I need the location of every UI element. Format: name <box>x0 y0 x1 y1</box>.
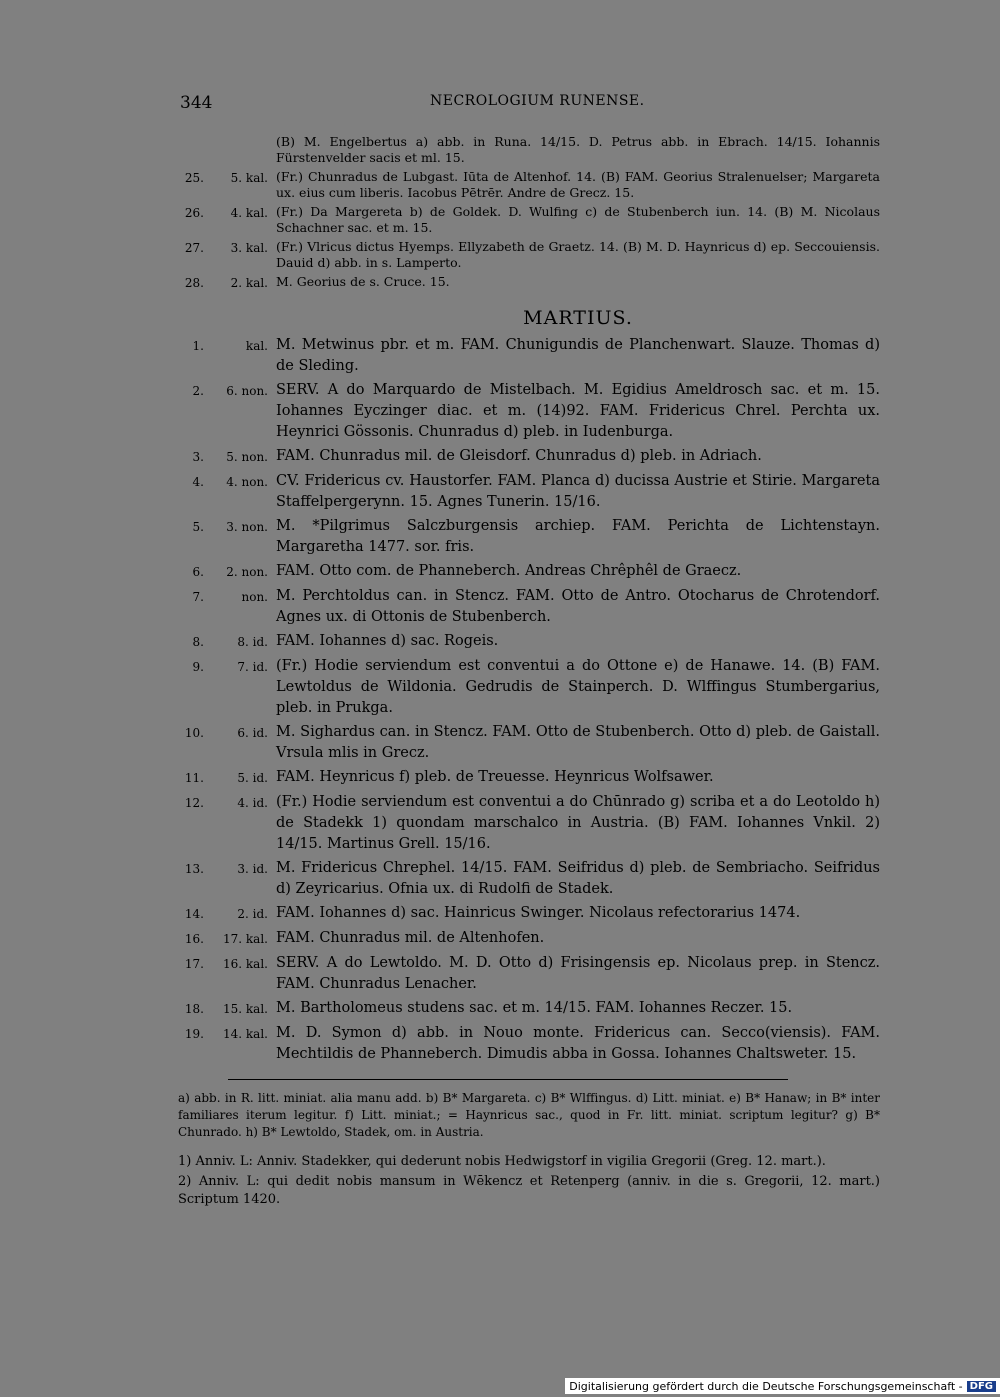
section-title: MARTIUS. <box>523 307 633 329</box>
entry-text: FAM. Iohannes d) sac. Hainricus Swinger. Nicolaus refectorarius 1474. <box>276 905 801 921</box>
entry-text: M. Metwinus pbr. et m. FAM. Chunigundis de Planchenwart. Slauze. Thomas d) de Sleding. <box>276 337 880 374</box>
entry-text: FAM. Chunradus mil. de Gleisdorf. Chunradus d) pleb. in Adriach. <box>276 448 762 464</box>
entry-date: 5. kal. <box>230 171 268 185</box>
entry-date: 8. id. <box>237 635 268 649</box>
entry-text: FAM. Heynricus f) pleb. de Treuesse. Heynricus Wolfsawer. <box>276 769 714 785</box>
entry-number: 9. <box>192 660 204 674</box>
entry-date: kal. <box>245 339 268 353</box>
february-entries <box>178 134 880 291</box>
entry-number: 8. <box>192 635 204 649</box>
entry-date: 7. id. <box>237 660 268 674</box>
entry-text: (Fr.) Hodie serviendum est conventui a do Ottone e) de Hanawe. 14. (B) FAM. Lewtoldus de Wildonia. Gedrudis de Stainperch. D. Wlffingus Stumbergarius, pleb. in Prukga. <box>276 658 880 716</box>
entry-number: 7. <box>192 590 204 604</box>
entry-number: 18. <box>184 1002 204 1016</box>
entry-text: M. Sighardus can. in Stencz. FAM. Otto de Stubenberch. Otto d) pleb. de Gaistall. Vrsula mlis in Grecz. <box>276 724 880 761</box>
page-header <box>180 93 880 113</box>
entry-text: M. *Pilgrimus Salczburgensis archiep. FAM. Perichta de Lichtenstayn. Margaretha 1477. sor. fris. <box>276 518 880 555</box>
entry-number: 12. <box>184 796 204 810</box>
entry-date: 4. non. <box>226 475 268 489</box>
entry-text: SERV. A do Lewtoldo. M. D. Otto d) Frisingensis ep. Nicolaus prep. in Stencz. FAM. Chunradus Lenacher. <box>276 955 880 992</box>
entry-number: 14. <box>184 907 204 921</box>
entry-date: 2. id. <box>237 907 268 921</box>
entry-number <box>178 134 204 166</box>
entry-text: FAM. Otto com. de Phanneberch. Andreas Chrêphêl de Graecz. <box>276 563 742 579</box>
footnotes-letters: a) abb. in R. litt. miniat. alia manu add. b) B* Margareta. c) B* Wlffingus. d) Litt. miniat. e) B* Hanaw; in B* inter familiares iterum legitur. f) Litt. miniat.; = Haynricus sac., quod in Fr. litt. miniat. scriptum legitur? g) B* Chunrado. h) B* Lewtoldo, Stadek, om. in Austria. <box>178 1091 880 1139</box>
footnote-divider <box>228 1079 788 1080</box>
entry-text: (Fr.) Vlricus dictus Hyemps. Ellyzabeth de Graetz. 14. (B) M. D. Haynricus d) ep. Seccouiensis. Dauid d) abb. in s. Lamperto. <box>276 239 880 270</box>
entry-date: 2. non. <box>226 565 268 579</box>
entry-row <box>178 471 880 513</box>
footer-text: Digitalisierung gefördert durch die Deutsche Forschungsgemeinschaft - <box>569 1379 963 1393</box>
entry-date: 14. kal. <box>223 1027 268 1041</box>
dfg-logo: DFG <box>967 1381 996 1392</box>
entry-date: 17. kal. <box>223 932 268 946</box>
entry-text: (Fr.) Da Margereta b) de Goldek. D. Wulfing c) de Stubenberch iun. 14. (B) M. Nicolaus Schachner sac. et m. 15. <box>276 204 880 235</box>
entry-row <box>178 204 880 236</box>
entry-date: 5. non. <box>226 450 268 464</box>
entry-text: (Fr.) Chunradus de Lubgast. Iūta de Altenhof. 14. (B) FAM. Georius Stralenuelser; Margareta ux. eius cum liberis. Iacobus Pētrēr. Andre de Grecz. 15. <box>276 169 880 200</box>
entry-number: 3. <box>192 450 204 464</box>
entry-date <box>204 134 276 166</box>
entry-date: 3. non. <box>226 520 268 534</box>
entry-row <box>178 274 880 291</box>
entry-row <box>178 516 880 558</box>
entry-row <box>178 561 880 583</box>
entry-row <box>178 767 880 789</box>
entry-row <box>178 169 880 201</box>
entry-row <box>178 134 880 166</box>
entry-date: 15. kal. <box>223 1002 268 1016</box>
entry-text: M. Georius de s. Cruce. 15. <box>276 274 450 289</box>
entry-date: 2. kal. <box>230 276 268 290</box>
entry-date: 5. id. <box>237 771 268 785</box>
entry-date: 6. non. <box>226 384 268 398</box>
entry-row <box>178 858 880 900</box>
entry-text: SERV. A do Marquardo de Mistelbach. M. Egidius Ameldrosch sac. et m. 15. Iohannes Eyczinger diac. et m. (14)92. FAM. Fridericus Chrel. Perchta ux. Heynrici Gössonis. Chunradus d) pleb. in Iudenburga. <box>276 382 880 440</box>
entry-number: 27. <box>184 241 204 255</box>
entry-row <box>178 928 880 950</box>
entry-row <box>178 792 880 855</box>
entry-date: 3. id. <box>237 862 268 876</box>
entry-text: CV. Fridericus cv. Haustorfer. FAM. Planca d) ducissa Austrie et Stirie. Margareta Staffelpergerynn. 15. Agnes Tunerin. 15/16. <box>276 473 880 510</box>
entry-date: 4. id. <box>237 796 268 810</box>
entry-row <box>178 380 880 443</box>
entry-number: 5. <box>192 520 204 534</box>
page-number: 344 <box>180 93 213 113</box>
entry-text: FAM. Iohannes d) sac. Rogeis. <box>276 633 499 649</box>
entry-number: 19. <box>184 1027 204 1041</box>
entry-number: 16. <box>184 932 204 946</box>
entry-row <box>178 953 880 995</box>
running-title: NECROLOGIUM RUNENSE. <box>430 93 645 109</box>
entry-number: 1. <box>192 339 204 353</box>
entry-number: 6. <box>192 565 204 579</box>
entry-row <box>178 586 880 628</box>
entry-date: 6. id. <box>237 726 268 740</box>
entry-text: (B) M. Engelbertus a) abb. in Runa. 14/15. D. Petrus abb. in Ebrach. 14/15. Iohannis Fürstenvelder sacis et ml. 15. <box>276 134 880 165</box>
entry-row <box>178 998 880 1020</box>
entry-row <box>178 631 880 653</box>
entry-text: FAM. Chunradus mil. de Altenhofen. <box>276 930 545 946</box>
document-body <box>178 134 880 1209</box>
footnote-1: 1) Anniv. L: Anniv. Stadekker, qui dederunt nobis Hedwigstorf in vigilia Gregorii (Greg. 12. mart.). <box>178 1154 826 1169</box>
martius-entries <box>178 335 880 1065</box>
entry-date: non. <box>241 590 268 604</box>
entry-date: 4. kal. <box>230 206 268 220</box>
entry-number: 28. <box>184 276 204 290</box>
entry-number: 26. <box>184 206 204 220</box>
entry-row <box>178 239 880 271</box>
entry-row <box>178 903 880 925</box>
entry-text: M. D. Symon d) abb. in Nouo monte. Fridericus can. Secco(viensis). FAM. Mechtildis de Phanneberch. Dimudis abba in Gossa. Iohannes Chaltsweter. 15. <box>276 1025 880 1062</box>
entry-number: 11. <box>184 771 204 785</box>
entry-date: 16. kal. <box>223 957 268 971</box>
entry-number: 4. <box>192 475 204 489</box>
entry-number: 2. <box>192 384 204 398</box>
footnote-2: 2) Anniv. L: qui dedit nobis mansum in Wēkencz et Retenperg (anniv. in die s. Gregorii, 12. mart.) Scriptum 1420. <box>178 1174 880 1207</box>
entry-row <box>178 722 880 764</box>
entry-text: M. Fridericus Chrephel. 14/15. FAM. Seifridus d) pleb. de Sembriacho. Seifridus d) Zeyricarius. Ofnia ux. di Rudolfi de Stadek. <box>276 860 880 897</box>
entry-row <box>178 446 880 468</box>
entry-date: 3. kal. <box>230 241 268 255</box>
entry-text: M. Perchtoldus can. in Stencz. FAM. Otto de Antro. Otocharus de Chrotendorf. Agnes ux. di Ottonis de Stubenberch. <box>276 588 880 625</box>
entry-row <box>178 335 880 377</box>
entry-row <box>178 1023 880 1065</box>
dfg-footer <box>565 1378 1000 1394</box>
entry-number: 10. <box>184 726 204 740</box>
entry-number: 13. <box>184 862 204 876</box>
entry-text: (Fr.) Hodie serviendum est conventui a do Chūnrado g) scriba et a do Leotoldo h) de Stadekk 1) quondam marschalco in Austria. (B) FAM. Iohannes Vnkil. 2) 14/15. Martinus Grell. 15/16. <box>276 794 880 852</box>
entry-number: 25. <box>184 171 204 185</box>
entry-text: M. Bartholomeus studens sac. et m. 14/15. FAM. Iohannes Reczer. 15. <box>276 1000 793 1016</box>
entry-number: 17. <box>184 957 204 971</box>
entry-row <box>178 656 880 719</box>
